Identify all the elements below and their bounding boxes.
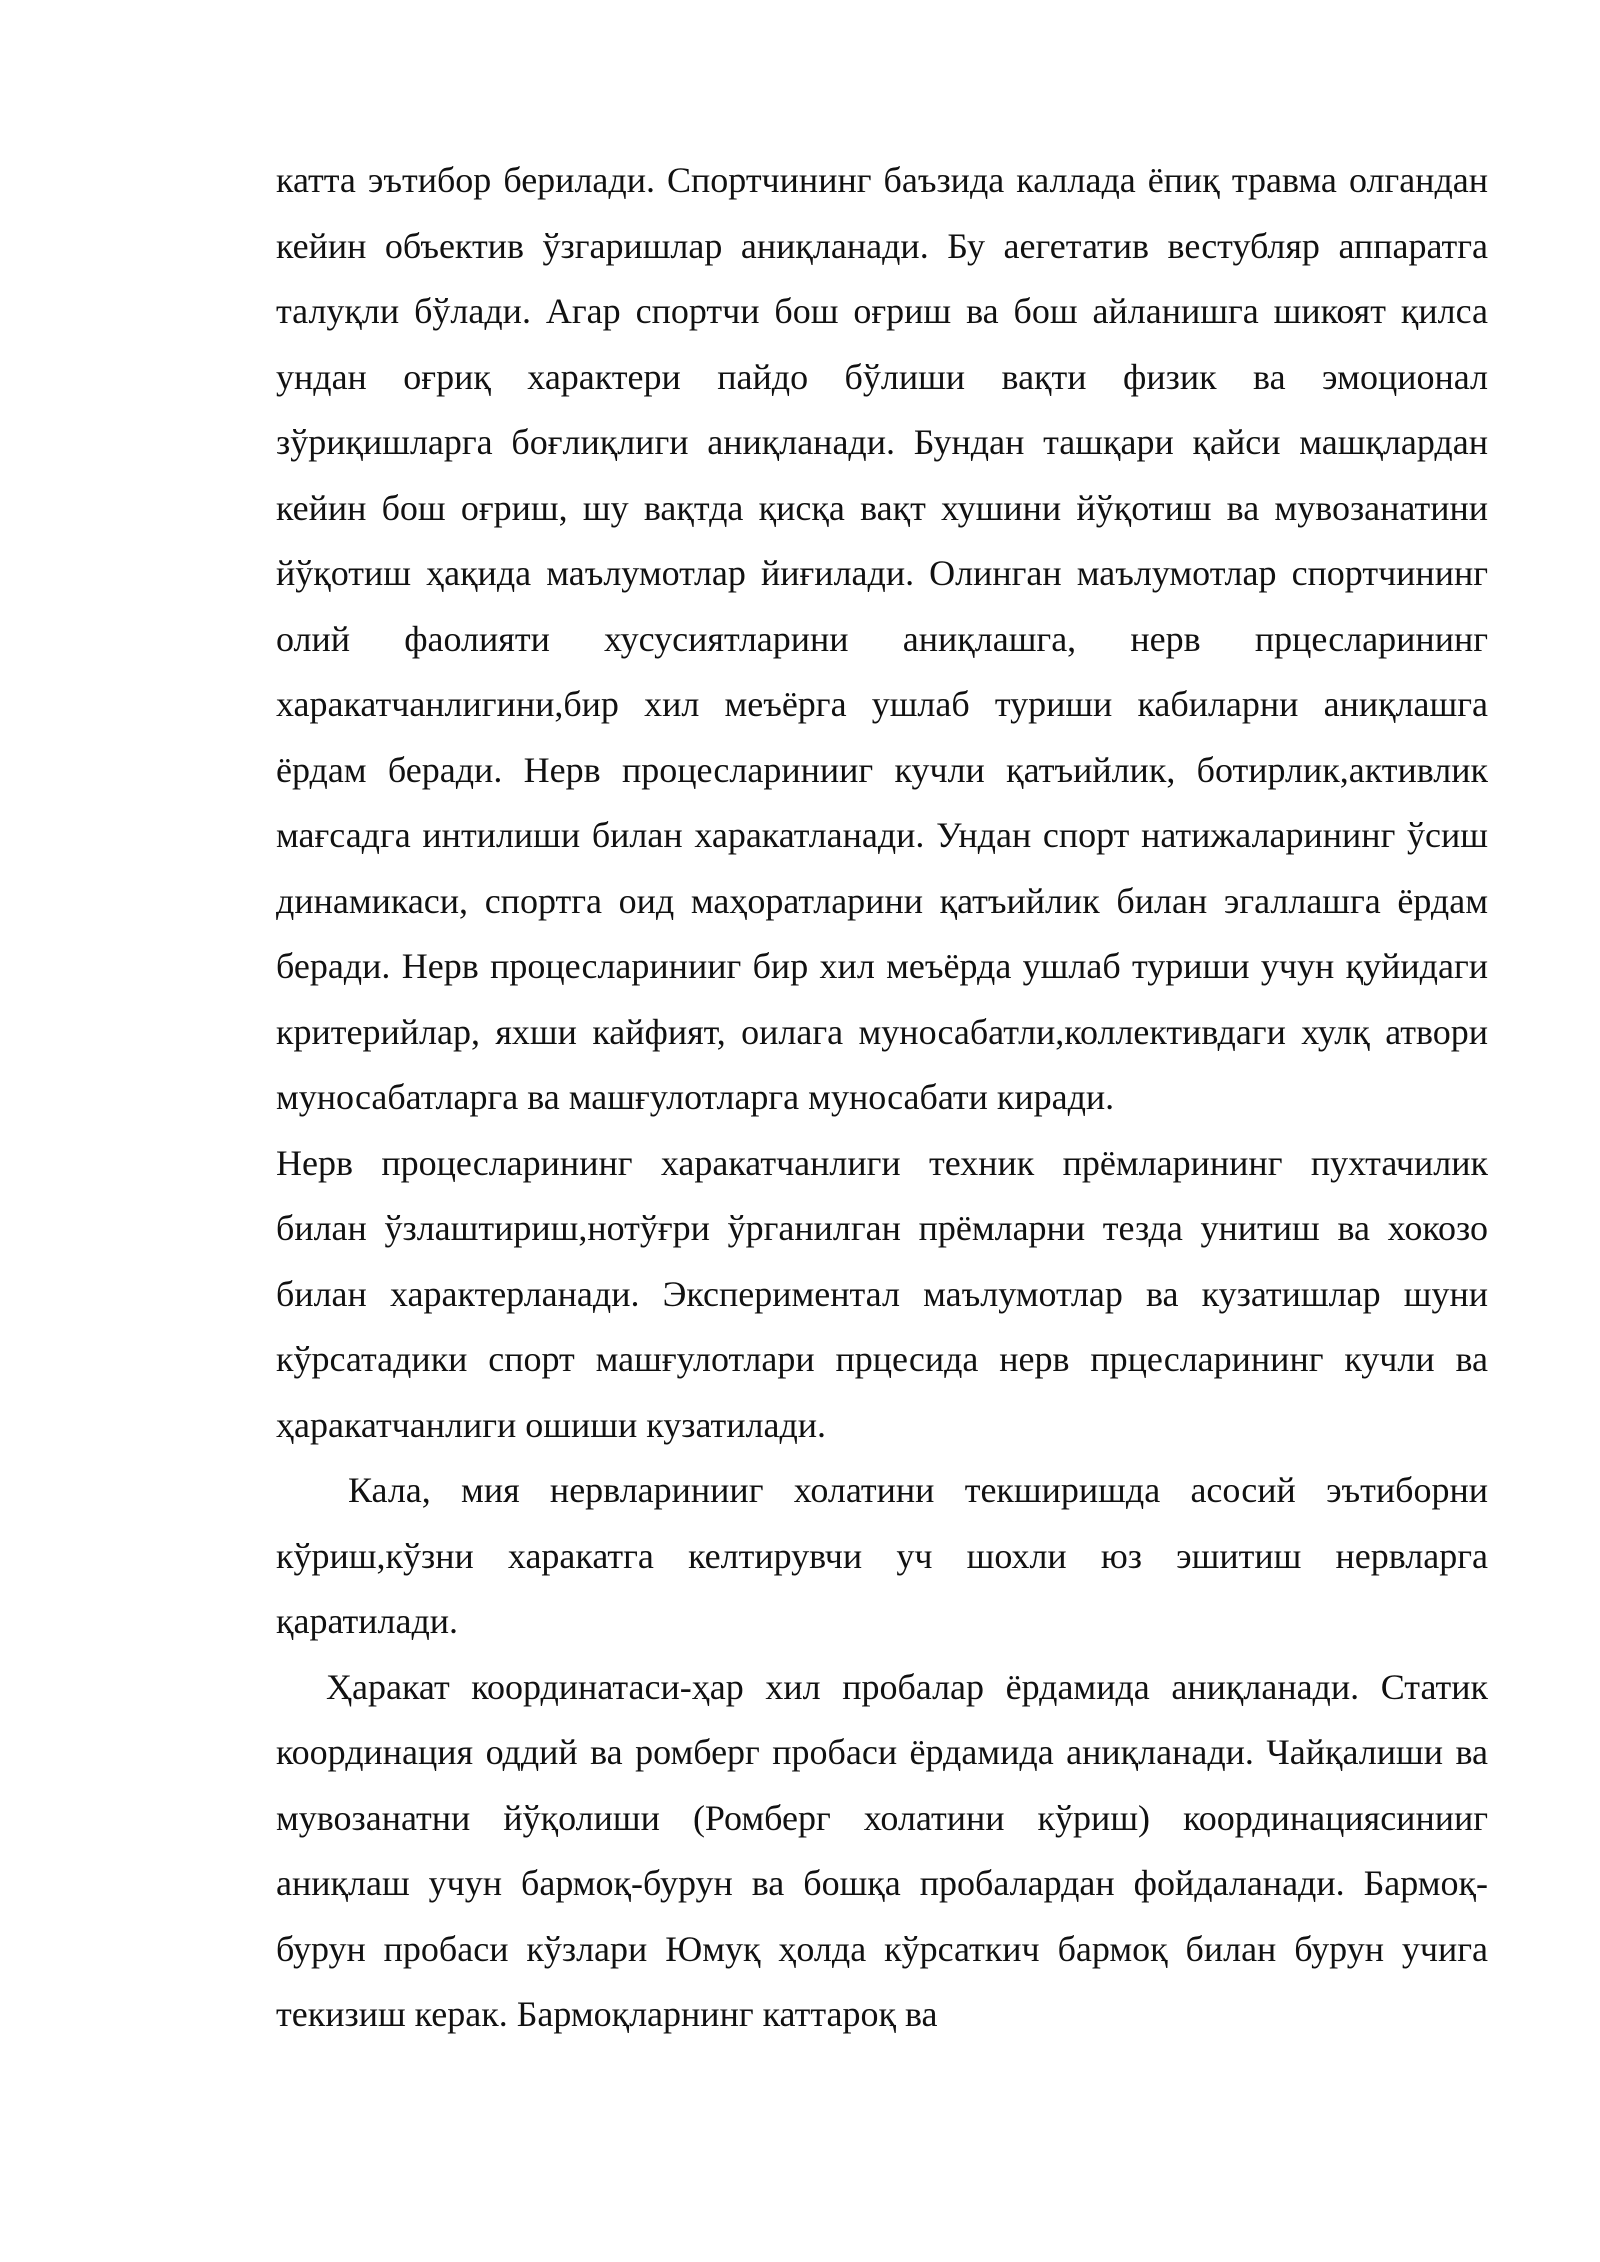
paragraph-3: Кала, мия нервларинииг холатини текширишда асосий эътиборни кўриш,кўзни харакатга келтирувчи уч шохли юз эшитиш нервларга қаратилади. [276,1470,1488,1641]
paragraph-1: катта эътибор берилади. Спортчининг баъзида каллада ёпиқ травма олгандан кейин объектив ўзгаришлар аниқланади. Бу аегетатив вестубляр аппаратга талуқли бўлади. Агар спортчи бош оғриш ва бош айланишга шикоят қилса ундан оғриқ характери пайдо бўлиши вақти физик ва эмоционал зўриқишларга боғлиқлиги аниқланади. Бундан ташқари қайси машқлардан кейин бош оғриш, шу вақтда қисқа вақт хушини йўқотиш ва мувозанатини йўқотиш ҳақида маълумотлар йиғилади. Олинган маълумотлар спортчининг олий фаолияти хусусиятларини аниқлашга, нерв прцесларининг харакатчанлигини,бир хил меъёрга ушлаб туриши кабиларни аниқлашга ёрдам беради. Нерв процесларинииг кучли қатъийлик, ботирлик,активлик мағсадга интилиши билан харакатланади. Ундан спорт натижаларининг ўсиш динамикаси, спортга оид маҳоратларини қатъийлик билан эгаллашга ёрдам беради. Нерв процесларинииг бир хил меъёрда ушлаб туриши учун қуйидаги критерийлар, яхши кайфият, оилага муносабатли,коллективдаги хулқ атвори муносабатларга ва машғулотларга муносабати киради. [276,160,1488,1117]
paragraph-2: Нерв процесларининг харакатчанлиги техник прёмларининг пухтачилик билан ўзлаштириш,нотўғри ўрганилган прёмларни тезда унитиш ва хокозо билан характерланади. Экспериментал маълумотлар ва кузатишлар шуни кўрсатадики спорт машғулотлари прцесида нерв прцесларининг кучли ва ҳаракатчанлиги ошиши кузатилади. [276,1142,1488,1445]
paragraph-4: Ҳаракат координатаси-ҳар хил пробалар ёрдамида аниқланади. Статик координация оддий ва ромберг пробаси ёрдамида аниқланади. Чайқалиши ва мувозанатни йўқолиши (Ромберг холатини кўриш) координациясинииг аниқлаш учун бармоқ-бурун ва бошқа пробалардан фойдаланади. Бармоқ-бурун пробаси кўзлари Юмуқ ҳолда кўрсаткич бармоқ билан бурун учига текизиш керак. Бармоқларнинг каттароқ ва [276,1666,1488,2034]
document-body [276,148,1488,2048]
